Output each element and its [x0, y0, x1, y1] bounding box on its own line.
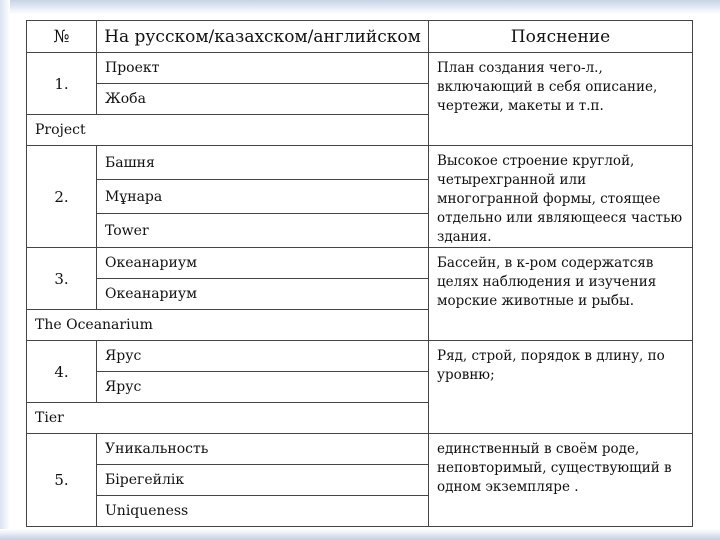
table-row	[27, 53, 693, 84]
row-number: 5.	[27, 434, 97, 527]
slide-frame-left	[0, 0, 10, 540]
term-kz: Мұнара	[97, 180, 429, 214]
header-term: На русском/казахском/английском	[97, 21, 429, 53]
table-row	[27, 248, 693, 279]
term-ru: Ярус	[97, 341, 429, 372]
table-header-row	[27, 21, 693, 53]
table-row	[27, 341, 693, 372]
term-en: Project	[27, 115, 429, 146]
term-kz: Океанариум	[97, 279, 429, 310]
term-en: Tier	[27, 403, 429, 434]
term-en: Uniqueness	[97, 496, 429, 527]
term-en: Tower	[97, 214, 429, 248]
term-en: The Oceanarium	[27, 310, 429, 341]
term-kz: Ярус	[97, 372, 429, 403]
row-number: 2.	[27, 146, 97, 248]
row-explanation: Бассейн, в к-ром содержатсяв целях наблюдения и изучения морские животные и рыбы.	[429, 248, 693, 341]
term-ru: Проект	[97, 53, 429, 84]
table-row	[27, 146, 693, 180]
term-kz: Бірегейлік	[97, 465, 429, 496]
term-ru: Уникальность	[97, 434, 429, 465]
row-number: 4.	[27, 341, 97, 403]
row-explanation: единственный в своём роде, неповторимый, существующий в одном экземпляре .	[429, 434, 693, 527]
term-ru: Башня	[97, 146, 429, 180]
row-explanation: План создания чего-л., включающий в себя описание, чертежи, макеты и т.п.	[429, 53, 693, 146]
row-explanation: Ряд, строй, порядок в длину, по уровню;	[429, 341, 693, 434]
slide-frame-bottom	[0, 529, 720, 540]
slide-frame-top	[0, 0, 720, 14]
row-number: 1.	[27, 53, 97, 115]
term-ru: Океанариум	[97, 248, 429, 279]
row-number: 3.	[27, 248, 97, 310]
row-explanation: Высокое строение круглой, четырехгранной или многогранной формы, стоящее отдельно или являющееся частью здания.	[429, 146, 693, 248]
table-row	[27, 434, 693, 465]
term-kz: Жоба	[97, 84, 429, 115]
glossary-table	[26, 20, 693, 527]
header-number: №	[27, 21, 97, 53]
header-explanation: Пояснение	[429, 21, 693, 53]
